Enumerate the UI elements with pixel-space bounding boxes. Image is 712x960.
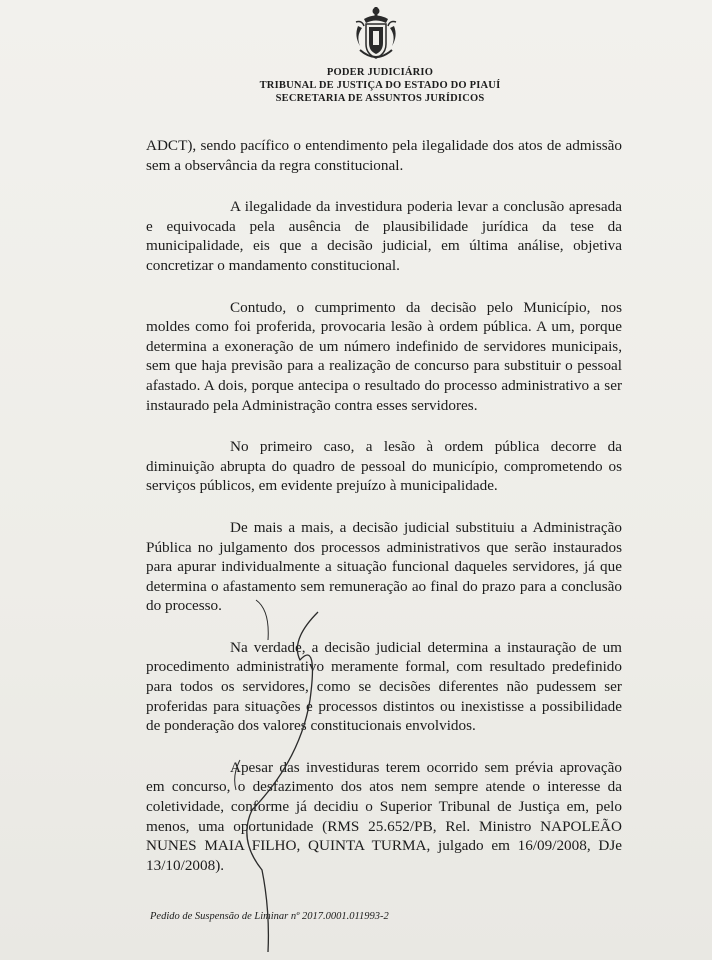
paragraph-5: De mais a mais, a decisão judicial substituiu a Administração Pública no julgamento dos processos administrativos que serão instaurados para apurar individualmente a situação funcional daqueles servidores, já que determina o afastamento sem remuneração ao final do prazo para a conclusão do processo. (146, 518, 622, 615)
institution-header (240, 66, 520, 105)
paragraph-2: A ilegalidade da investidura poderia levar a conclusão apresada e equivocada pela ausência de plausibilidade jurídica da tese da municipalidade, eis que a decisão judicial, em última análise, objetiva concretizar o mandamento constitucional. (146, 198, 622, 274)
header-line-1: PODER JUDICIÁRIO (326, 67, 434, 78)
paragraph-4: No primeiro caso, a lesão à ordem pública decorre da diminuição abrupta do quadro de pessoal do município, comprometendo os serviços públicos, em evidente prejuízo à municipalidade. (146, 438, 622, 495)
footer-case-number: Pedido de Suspensão de Liminar nº 2017.0001.011993-2 (150, 911, 389, 922)
header-line-2: TRIBUNAL DE JUSTIÇA DO ESTADO DO PIAUÍ (259, 80, 501, 91)
paragraph-7: Apesar das investiduras terem ocorrido sem prévia aprovação em concurso, o desfazimento dos atos nem sempre atende o interesse da coletividade, conforme já decidiu o Superior Tribunal de Justiça em, pelo menos, uma oportunidade (RMS 25.652/PB, Rel. Ministro NAPOLEÃO NUNES MAIA FILHO, QUINTA TURMA, julgado em 16/09/2008, DJe 13/10/2008). (146, 758, 622, 874)
paragraph-1: ADCT), sendo pacífico o entendimento pela ilegalidade dos atos de admissão sem a observância da regra constitucional. (146, 137, 622, 174)
paragraph-3: Contudo, o cumprimento da decisão pelo Município, nos moldes como foi proferida, provocaria lesão à ordem pública. A um, porque determina a exoneração de um número indefinido de servidores municipais, sem que haja previsão para a realização de concurso para substituir o pessoal afastado. A dois, porque antecipa o resultado do processo administrativo a ser instaurado pela Administração contra esses servidores. (146, 298, 622, 414)
header-line-3: SECRETARIA DE ASSUNTOS JURÍDICOS (275, 93, 485, 104)
document-body (146, 136, 622, 897)
paragraph-6: Na verdade, a decisão judicial determina a instauração de um procedimento administrativo meramente formal, com resultado predefinido para todos os servidores, como se decisões diferentes não pudessem ser proferidas para situações e processos distintos ou inexistisse a possibilidade de ponderação dos valores constitucionais envolvidos. (146, 638, 622, 735)
coat-of-arms-icon (352, 6, 400, 64)
